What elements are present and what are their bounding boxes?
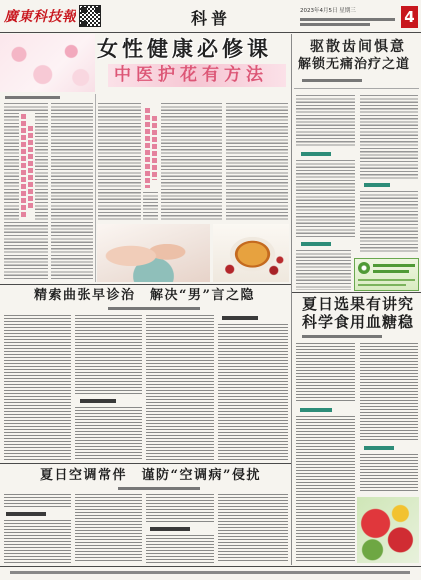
body-text-column (296, 160, 355, 238)
body-text-column (4, 520, 71, 563)
page-number: 4 (401, 6, 418, 28)
section-title: 科普 (190, 9, 231, 28)
body-text-column (51, 103, 93, 281)
header-rule (0, 32, 421, 33)
dental-headline-line1: 驱散齿间惧意 (310, 39, 406, 55)
floral-decoration (0, 34, 95, 92)
right-column-rule (291, 34, 292, 565)
air-conditioning-subhead (150, 527, 190, 531)
fruit-photo (357, 497, 419, 563)
body-text-column (161, 103, 222, 221)
fruit-byline (302, 335, 382, 338)
column-rule (95, 94, 96, 282)
body-text-column (296, 343, 355, 403)
fruit-headline-line1: 夏日选果有讲究 (302, 295, 415, 313)
body-text-column (146, 535, 214, 563)
pull-quote-vertical (152, 116, 157, 180)
pull-quote-vertical (21, 114, 26, 218)
body-text-column (360, 343, 418, 441)
soup-bowl-photo (213, 224, 289, 282)
promo-text (358, 284, 406, 286)
body-text-column (98, 103, 141, 221)
dental-subhead (301, 242, 331, 246)
massage-photo (97, 224, 210, 282)
dental-byline (302, 79, 362, 82)
pull-quote-vertical (28, 126, 33, 210)
varicocele-bottom-rule (0, 463, 291, 464)
footer-rule (0, 566, 421, 567)
fruit-subhead (364, 446, 394, 450)
body-text-column (360, 191, 418, 253)
dental-subhead (301, 152, 331, 156)
body-text-column (4, 315, 71, 460)
body-text-column (360, 95, 418, 179)
dental-headline-line2: 解锁无痛治疗之道 (298, 57, 411, 72)
body-text-column (360, 454, 418, 492)
promo-text (358, 279, 415, 281)
body-text-column (75, 494, 142, 563)
masthead-logo: 廣東科技報 (4, 9, 76, 25)
fruit-headline-line2: 科学食用血糖稳 (302, 313, 415, 331)
body-text-column (75, 407, 142, 460)
feature-title: 女性健康必修课 (97, 36, 272, 61)
dental-subhead (364, 183, 390, 187)
body-text-column (218, 494, 288, 563)
issue-date: 2023年4月5日 星期三 (300, 8, 356, 14)
footer-imprint (10, 571, 410, 574)
varicocele-headline: 精索曲张早诊治 解决“男”言之隐 (34, 288, 255, 303)
body-text-column (143, 192, 158, 221)
varicocele-subhead (80, 399, 116, 403)
body-text-column (4, 494, 71, 508)
editor-credits-2 (300, 23, 370, 26)
feature-subtitle: 中医护花有方法 (114, 65, 268, 85)
right-column-divider (292, 292, 421, 293)
promo-text (373, 264, 415, 267)
air-conditioning-byline (118, 487, 200, 490)
editor-credits (300, 18, 395, 21)
promo-text (373, 270, 409, 273)
fruit-subhead (300, 408, 332, 412)
body-text-column (75, 315, 142, 395)
body-text-column (296, 250, 351, 290)
dental-rule (294, 88, 419, 89)
body-text-column (146, 494, 214, 522)
feature-source (5, 96, 60, 99)
health-logo-icon (358, 262, 370, 274)
pull-quote-vertical (145, 108, 150, 188)
feature-bottom-rule (0, 284, 291, 285)
varicocele-subhead (222, 316, 258, 320)
air-conditioning-subhead (6, 512, 46, 516)
body-text-column (296, 95, 355, 147)
body-text-column (146, 315, 214, 460)
body-text-column (226, 103, 288, 221)
body-text-column (296, 416, 355, 563)
body-text-column (218, 324, 288, 460)
qr-code (79, 5, 101, 27)
varicocele-byline (108, 307, 200, 310)
air-conditioning-headline: 夏日空调常伴 谨防“空调病”侵扰 (40, 468, 261, 483)
